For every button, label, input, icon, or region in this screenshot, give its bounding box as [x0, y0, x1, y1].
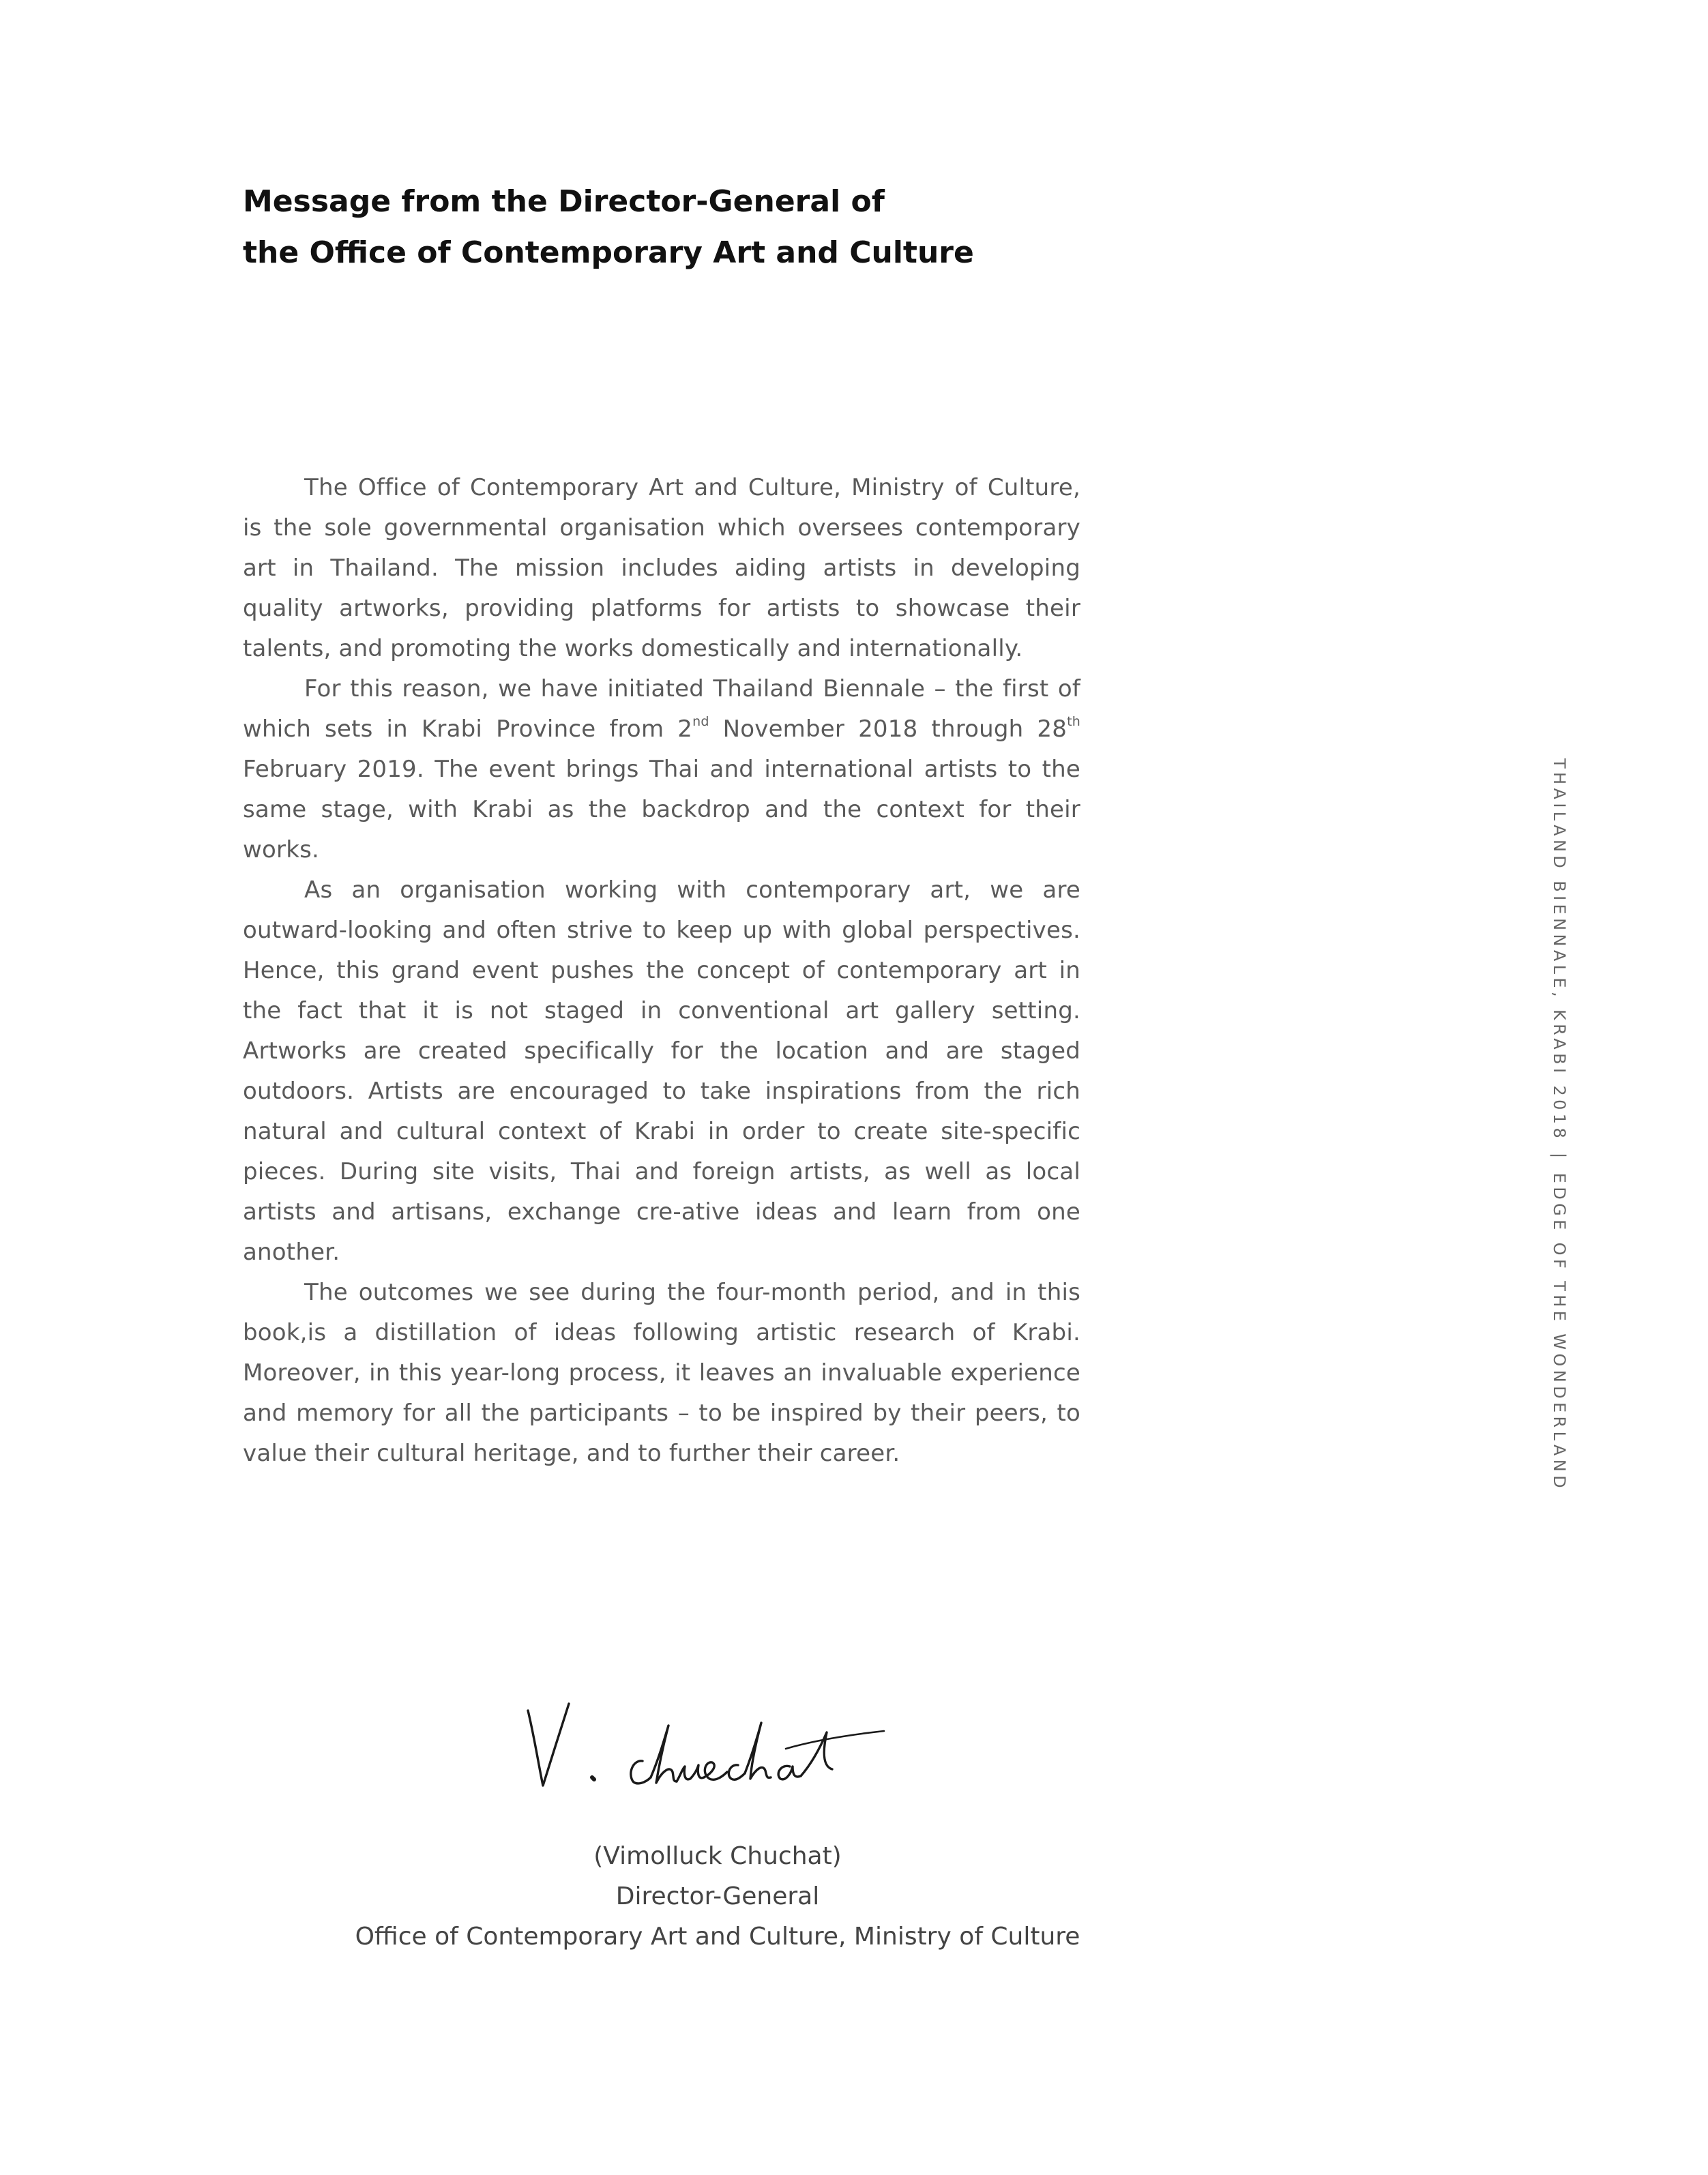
running-head-edition-title: EDGE OF THE WONDERLAND	[1550, 1172, 1569, 1492]
page-title-line-2: the Office of Contemporary Art and Culture	[243, 235, 974, 270]
running-head-publication: THAILAND BIENNALE, KRABI 2018	[1550, 758, 1569, 1142]
signatory-name: (Vimolluck Chuchat)	[593, 1842, 842, 1870]
paragraph-4: The outcomes we see during the four-month period, and in this book,is a distillation of ideas following artistic research of Krabi. Moreover, in this year-long process, it leaves an invaluable experience and memory for all the participants – to be inspired by their peers, to value their cultural heritage, and to further their career.	[243, 1279, 1080, 1467]
handwritten-signature	[518, 1698, 887, 1807]
paragraph-2-part-a: For this reason, we have initiated Thailand Biennale – the first of which sets in Krabi Province from 2	[243, 675, 1080, 743]
paragraph-1: The Office of Contemporary Art and Culture, Ministry of Culture, is the sole governmental organisation which oversees contemporary art in Thailand. The mission includes aiding artists in developing quality artworks, providing platforms for artists to showcase their talents, and promoting the works domestically and internationally.	[243, 474, 1080, 662]
running-head-separator: |	[1550, 1153, 1569, 1162]
signatory-organisation: Office of Contemporary Art and Culture, Ministry of Culture	[355, 1923, 1080, 1951]
message-body	[243, 468, 1080, 1474]
paragraph-2-part-b: November 2018 through 28	[709, 715, 1068, 743]
running-head	[1546, 758, 1573, 1492]
paragraph-2	[243, 669, 1080, 870]
page-title	[243, 176, 1266, 278]
ordinal-suffix-th: th	[1067, 713, 1080, 729]
ordinal-suffix-nd: nd	[692, 713, 709, 729]
page-title-line-1: Message from the Director-General of	[243, 184, 885, 219]
signatory-block	[243, 1836, 1192, 1957]
running-head-text	[1550, 758, 1569, 1492]
paragraph-3: As an organisation working with contemporary art, we are outward-looking and often strive to keep up with global perspectives. Hence, this grand event pushes the concept of contemporary art in the fact that it is not staged in conventional art gallery setting. Artworks are created specifically for the location and are staged outdoors. Artists are encouraged to take inspirations from the rich natural and cultural context of Krabi in order to create site-specific pieces. During site visits, Thai and foreign artists, as well as local artists and artisans, exchange cre-ative ideas and learn from one another.	[243, 876, 1080, 1266]
paragraph-2-part-c: February 2019. The event brings Thai and international artists to the same stage, with Krabi as the backdrop and the context for their works.	[243, 756, 1080, 863]
signatory-position: Director-General	[615, 1882, 820, 1910]
